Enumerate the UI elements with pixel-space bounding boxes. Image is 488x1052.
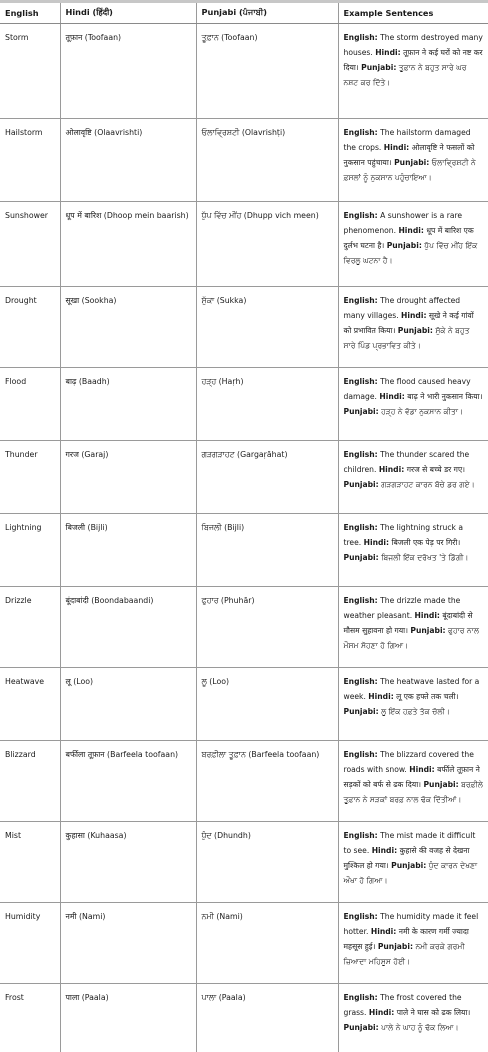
hindi-term: लू (Loo): [60, 668, 196, 741]
english-label: English:: [344, 596, 378, 605]
punjabi-label: Punjabi:: [378, 942, 413, 951]
table-row: [0, 587, 488, 668]
english-label: English:: [344, 33, 378, 42]
english-term: Hailstorm: [0, 119, 60, 202]
example-sentences: [338, 202, 488, 287]
hindi-label: Hindi:: [401, 311, 426, 320]
punjabi-term: ਫੁਹਾਰ (Phuhār): [196, 587, 338, 668]
punjabi-term: ਬਰਫ਼ੀਲਾ ਤੂਫ਼ਾਨ (Barfeela toofaan): [196, 741, 338, 822]
hindi-label: Hindi:: [379, 465, 404, 474]
hindi-example: पाले ने घास को ढक लिया।: [397, 1008, 471, 1017]
english-label: English:: [344, 677, 378, 686]
english-example: The drought affected many villages.: [344, 296, 461, 320]
punjabi-label: Punjabi:: [344, 480, 379, 489]
punjabi-example: ਪਾਲੇ ਨੇ ਘਾਹ ਨੂੰ ਢੱਕ ਲਿਆ।: [381, 1023, 459, 1032]
english-example: The flood caused heavy damage.: [344, 377, 471, 401]
english-example: The drizzle made the weather pleasant.: [344, 596, 461, 620]
english-term: Drizzle: [0, 587, 60, 668]
hindi-example: लू एक हफ्ते तक चली।: [396, 692, 458, 701]
hindi-example: बाढ़ ने भारी नुकसान किया।: [407, 392, 482, 401]
table-row: [0, 741, 488, 822]
punjabi-example: ਧੁੱਪ ਵਿੱਚ ਮੀਂਹ ਇੱਕ ਵਿਰਲੂ ਘਟਨਾ ਹੈ।: [344, 241, 478, 265]
punjabi-label: Punjabi:: [344, 407, 379, 416]
punjabi-label: Punjabi:: [398, 326, 433, 335]
punjabi-label: Punjabi:: [391, 861, 426, 870]
hindi-example: गरज से बच्चे डर गए।: [407, 465, 465, 474]
hindi-example: तूफ़ान ने कई घरों को नष्ट कर दिया।: [344, 48, 483, 72]
english-term: Mist: [0, 822, 60, 903]
hindi-example: धूप में बारिश एक दुर्लभ घटना है।: [344, 226, 474, 250]
example-sentences: [338, 741, 488, 822]
example-sentences: [338, 587, 488, 668]
hindi-label: Hindi:: [368, 692, 393, 701]
english-label: English:: [344, 993, 378, 1002]
table-row: [0, 287, 488, 368]
english-label: English:: [344, 450, 378, 459]
example-sentences: [338, 119, 488, 202]
english-term: Sunshower: [0, 202, 60, 287]
hindi-term: पाला (Paala): [60, 984, 196, 1052]
punjabi-term: ਤੂਫ਼ਾਨ (Toofaan): [196, 24, 338, 119]
punjabi-term: ਧੁੰਦ (Dhundh): [196, 822, 338, 903]
hindi-term: धूप में बारिश (Dhoop mein baarish): [60, 202, 196, 287]
example-sentences: [338, 24, 488, 119]
table-row: [0, 202, 488, 287]
english-label: English:: [344, 128, 378, 137]
punjabi-example: ਤੂਫ਼ਾਨ ਨੇ ਬਹੁਤ ਸਾਰੇ ਘਰ ਨਸ਼ਟ ਕਰ ਦਿੱਤੇ।: [344, 63, 467, 87]
table-row: [0, 24, 488, 119]
english-example: The mist made it difficult to see.: [344, 831, 476, 855]
english-term: Humidity: [0, 903, 60, 984]
table-row: [0, 368, 488, 441]
hindi-example: बिजली एक पेड़ पर गिरी।: [392, 538, 461, 547]
table-row: [0, 514, 488, 587]
punjabi-term: ਓਲਾਵ੍ਰਿਸ਼ਟੀ (Olavrishṭi): [196, 119, 338, 202]
hindi-label: Hindi:: [364, 538, 389, 547]
example-sentences: [338, 368, 488, 441]
table-row: [0, 822, 488, 903]
punjabi-term: ਗੜਗੜਾਹਟ (Gargaṛāhat): [196, 441, 338, 514]
english-term: Lightning: [0, 514, 60, 587]
weather-vocabulary-table: [0, 3, 488, 1052]
hindi-term: बूंदाबांदी (Boondabaandi): [60, 587, 196, 668]
hindi-term: गरज (Garaj): [60, 441, 196, 514]
punjabi-example: ਧੁੰਦ ਕਾਰਨ ਦੇਖਣਾ ਔਖਾ ਹੋ ਗਿਆ।: [344, 861, 478, 885]
header-example-sentences: Example Sentences: [338, 3, 488, 24]
english-example: The thunder scared the children.: [344, 450, 470, 474]
hindi-label: Hindi:: [415, 611, 440, 620]
english-example: The frost covered the grass.: [344, 993, 462, 1017]
punjabi-example: ਨਮੀ ਕਰਕੇ ਗਰਮੀ ਜ਼ਿਆਦਾ ਮਹਿਸੂਸ ਹੋਈ।: [344, 942, 465, 966]
hindi-term: बिजली (Bijli): [60, 514, 196, 587]
punjabi-term: ਨਮੀ (Nami): [196, 903, 338, 984]
hindi-label: Hindi:: [409, 765, 434, 774]
english-example: The heatwave lasted for a week.: [344, 677, 480, 701]
english-term: Blizzard: [0, 741, 60, 822]
hindi-example: सूखे ने कई गांवों को प्रभावित किया।: [344, 311, 474, 335]
hindi-term: बर्फीला तूफ़ान (Barfeela toofaan): [60, 741, 196, 822]
hindi-example: बर्फीले तूफ़ान ने सड़कों को बर्फ से ढक दिया।: [344, 765, 480, 789]
english-term: Storm: [0, 24, 60, 119]
table-row: [0, 984, 488, 1052]
punjabi-term: ਲੂ (Loo): [196, 668, 338, 741]
punjabi-label: Punjabi:: [344, 553, 379, 562]
hindi-term: सूखा (Sookha): [60, 287, 196, 368]
punjabi-label: Punjabi:: [394, 158, 429, 167]
punjabi-label: Punjabi:: [344, 707, 379, 716]
english-term: Thunder: [0, 441, 60, 514]
example-sentences: [338, 822, 488, 903]
punjabi-example: ਲੂ ਇੱਕ ਹਫ਼ਤੇ ਤੱਕ ਚੱਲੀ।: [381, 707, 450, 716]
punjabi-label: Punjabi:: [410, 626, 445, 635]
punjabi-example: ਬਰਫ਼ੀਲੇ ਤੂਫ਼ਾਨ ਨੇ ਸੜਕਾਂ ਬਰਫ਼ ਨਾਲ ਢੱਕ ਦਿੱਤੀਆਂ।: [344, 780, 483, 804]
example-sentences: [338, 441, 488, 514]
hindi-example: बूंदाबांदी से मौसम सुहावना हो गया।: [344, 611, 473, 635]
punjabi-example: ਹੜ੍ਹ ਨੇ ਵੱਡਾ ਨੁਕਸਾਨ ਕੀਤਾ।: [381, 407, 463, 416]
english-label: English:: [344, 831, 378, 840]
hindi-example: नमी के कारण गर्मी ज्यादा महसूस हुई।: [344, 927, 469, 951]
table-row: [0, 119, 488, 202]
header-punjabi: Punjabi (ਪੰਜਾਬੀ): [196, 3, 338, 24]
punjabi-term: ਪਾਲਾ (Paala): [196, 984, 338, 1052]
punjabi-example: ਬਿਜਲੀ ਇੱਕ ਦਰੱਖਤ 'ਤੇ ਡਿੱਗੀ।: [381, 553, 468, 562]
punjabi-term: ਬਿਜਲੀ (Bijli): [196, 514, 338, 587]
table-row: [0, 441, 488, 514]
english-term: Drought: [0, 287, 60, 368]
hindi-term: नमी (Nami): [60, 903, 196, 984]
table-row: [0, 903, 488, 984]
punjabi-label: Punjabi:: [423, 780, 458, 789]
english-example: The lightning struck a tree.: [344, 523, 463, 547]
english-term: Heatwave: [0, 668, 60, 741]
hindi-label: Hindi:: [372, 846, 397, 855]
hindi-label: Hindi:: [369, 1008, 394, 1017]
example-sentences: [338, 903, 488, 984]
english-label: English:: [344, 211, 378, 220]
hindi-label: Hindi:: [379, 392, 404, 401]
example-sentences: [338, 984, 488, 1052]
english-label: English:: [344, 296, 378, 305]
english-example: A sunshower is a rare phenomenon.: [344, 211, 463, 235]
punjabi-example: ਗੜਗੜਾਹਟ ਕਾਰਨ ਬੱਚੇ ਡਰ ਗਏ।: [381, 480, 475, 489]
punjabi-label: Punjabi:: [387, 241, 422, 250]
example-sentences: [338, 668, 488, 741]
punjabi-term: ਧੁੱਪ ਵਿੱਚ ਮੀਂਹ (Dhupp vich meen): [196, 202, 338, 287]
table-row: [0, 668, 488, 741]
header-row: [0, 3, 488, 24]
header-english: English: [0, 3, 60, 24]
punjabi-example: ਫੁਹਾਰ ਨਾਲ ਮੌਸਮ ਸੋਹਣਾ ਹੋ ਗਿਆ।: [344, 626, 479, 650]
punjabi-label: Punjabi:: [361, 63, 396, 72]
hindi-label: Hindi:: [371, 927, 396, 936]
english-example: The hailstorm damaged the crops.: [344, 128, 471, 152]
english-term: Flood: [0, 368, 60, 441]
hindi-term: बाढ़ (Baadh): [60, 368, 196, 441]
hindi-example: ओलावृष्टि ने फसलों को नुकसान पहुंचाया।: [344, 143, 475, 167]
punjabi-term: ਹੜ੍ਹ (Haṛh): [196, 368, 338, 441]
punjabi-example: ਸੁੱਕੇ ਨੇ ਬਹੁਤ ਸਾਰੇ ਪਿੰਡ ਪ੍ਰਭਾਵਿਤ ਕੀਤੇ।: [344, 326, 470, 350]
punjabi-label: Punjabi:: [344, 1023, 379, 1032]
hindi-label: Hindi:: [375, 48, 400, 57]
hindi-term: तूफ़ान (Toofaan): [60, 24, 196, 119]
hindi-label: Hindi:: [398, 226, 423, 235]
punjabi-term: ਸੁੱਕਾ (Sukka): [196, 287, 338, 368]
english-term: Frost: [0, 984, 60, 1052]
header-hindi: Hindi (हिंदी): [60, 3, 196, 24]
english-label: English:: [344, 912, 378, 921]
hindi-label: Hindi:: [384, 143, 409, 152]
english-label: English:: [344, 750, 378, 759]
english-example: The humidity made it feel hotter.: [344, 912, 479, 936]
english-example: The blizzard covered the roads with snow.: [344, 750, 474, 774]
english-example: The storm destroyed many houses.: [344, 33, 483, 57]
english-label: English:: [344, 523, 378, 532]
example-sentences: [338, 514, 488, 587]
english-label: English:: [344, 377, 378, 386]
example-sentences: [338, 287, 488, 368]
hindi-example: कुहासे की वजह से देखना मुश्किल हो गया।: [344, 846, 470, 870]
hindi-term: कुहासा (Kuhaasa): [60, 822, 196, 903]
hindi-term: ओलावृष्टि (Olaavrishti): [60, 119, 196, 202]
punjabi-example: ਓਲਾਵ੍ਰਿਸ਼ਟੀ ਨੇ ਫ਼ਸਲਾਂ ਨੂੰ ਨੁਕਸਾਨ ਪਹੁੰਚਾਇਆ।: [344, 158, 476, 182]
